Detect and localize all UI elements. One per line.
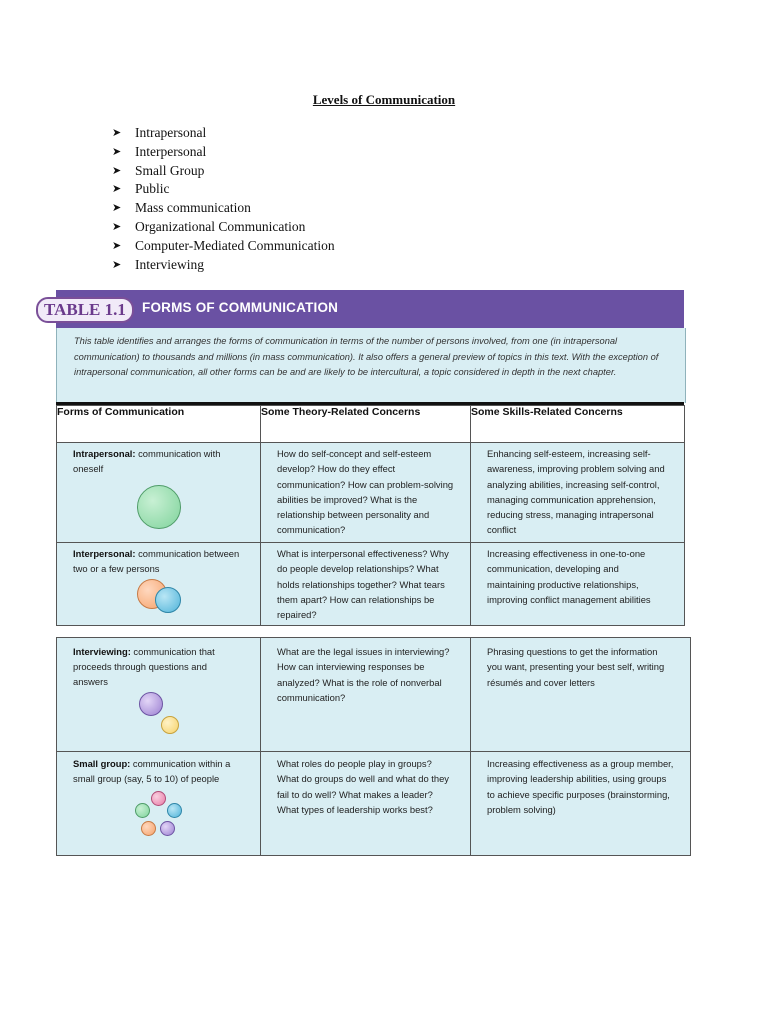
table-row — [57, 543, 685, 626]
arrow-bullet-icon: ➤ — [112, 145, 122, 158]
list-item: ➤ Small Group — [112, 162, 335, 181]
theory-cell: How do self-concept and self-esteem develop? How do they effect communication? How can problem-solving abilities be improved? What is the relationship between personality and communication? — [277, 448, 454, 536]
skills-cell: Enhancing self-esteem, increasing self-awareness, improving problem solving and analyzing abilities, increasing self-control, managing communication apprehension, reducing stress, managing intrapersonal conflict — [487, 448, 665, 536]
arrow-bullet-icon: ➤ — [112, 164, 122, 177]
page-title: Levels of Communication — [312, 92, 456, 107]
skills-cell: Phrasing questions to get the information you want, presenting your best self, writing résumés and cover letters — [487, 646, 665, 688]
forms-table-top — [56, 405, 685, 626]
table-title: FORMS OF COMMUNICATION — [142, 300, 339, 315]
table-row — [57, 443, 685, 543]
form-cell: Small group: communication within a small group (say, 5 to 10) of people — [73, 758, 231, 784]
list-item: ➤ Public — [112, 180, 335, 199]
list-item: ➤ Intrapersonal — [112, 124, 335, 143]
form-cell: Interpersonal: communication between two or a few persons — [73, 548, 240, 574]
column-header-theory: Some Theory-Related Concerns — [261, 406, 471, 443]
table-number-badge: TABLE 1.1 — [36, 297, 134, 323]
theory-cell: What roles do people play in groups? What do groups do well and what do they fail to do well? What makes a leader? What types of leadership works best? — [277, 758, 449, 815]
table-intro — [56, 328, 686, 403]
list-item: ➤ Mass communication — [112, 199, 335, 218]
list-item: ➤ Computer-Mediated Communication — [112, 237, 335, 256]
form-cell: Interviewing: communication that proceeds through questions and answers — [73, 646, 215, 687]
list-item: ➤ Organizational Communication — [112, 218, 335, 237]
intrapersonal-circles-icon — [57, 479, 260, 539]
interpersonal-circles-icon — [57, 579, 260, 619]
arrow-bullet-icon: ➤ — [112, 220, 122, 233]
forms-table-bottom — [56, 637, 691, 856]
interviewing-circles-icon — [57, 692, 260, 742]
skills-cell: Increasing effectiveness in one-to-one communication, developing and maintaining productive relationships, improving conflict management abilities — [487, 548, 651, 605]
table-header-bar — [44, 290, 684, 328]
theory-cell: What are the legal issues in interviewing? How can interviewing responses be analyzed? What is the role of nonverbal communication? — [277, 646, 450, 703]
form-cell: Intrapersonal: communication with oneself — [73, 448, 221, 474]
arrow-bullet-icon: ➤ — [112, 202, 122, 215]
arrow-bullet-icon: ➤ — [112, 239, 122, 252]
list-item: ➤ Interpersonal — [112, 143, 335, 162]
arrow-bullet-icon: ➤ — [112, 127, 122, 139]
small-group-circles-icon — [57, 789, 260, 843]
column-header-forms: Forms of Communication — [57, 406, 261, 443]
levels-list — [112, 124, 335, 274]
theory-cell: What is interpersonal effectiveness? Why do people develop relationships? What holds relationships together? What tears them apart? How can relationships be repaired? — [277, 548, 449, 621]
arrow-bullet-icon: ➤ — [112, 183, 122, 196]
table-row — [57, 638, 691, 752]
list-item: ➤ Interviewing — [112, 256, 335, 275]
column-header-skills: Some Skills-Related Concerns — [471, 406, 685, 443]
skills-cell: Increasing effectiveness as a group member, improving leadership abilities, using groups to achieve specific purposes (brainstorming, problem solving) — [487, 758, 674, 815]
table-intro-text: This table identifies and arranges the forms of communication in terms of the number of persons involved, from one (in intrapersonal communication) to thousands and millions (in mass communication). It also offers a general preview of topics in this text. With the exception of intrapersonal communication, all other forms can be and are likely to be intercultural, a topic considered in depth in the next chapter. — [74, 336, 659, 377]
arrow-bullet-icon: ➤ — [112, 258, 122, 271]
table-row — [57, 752, 691, 856]
